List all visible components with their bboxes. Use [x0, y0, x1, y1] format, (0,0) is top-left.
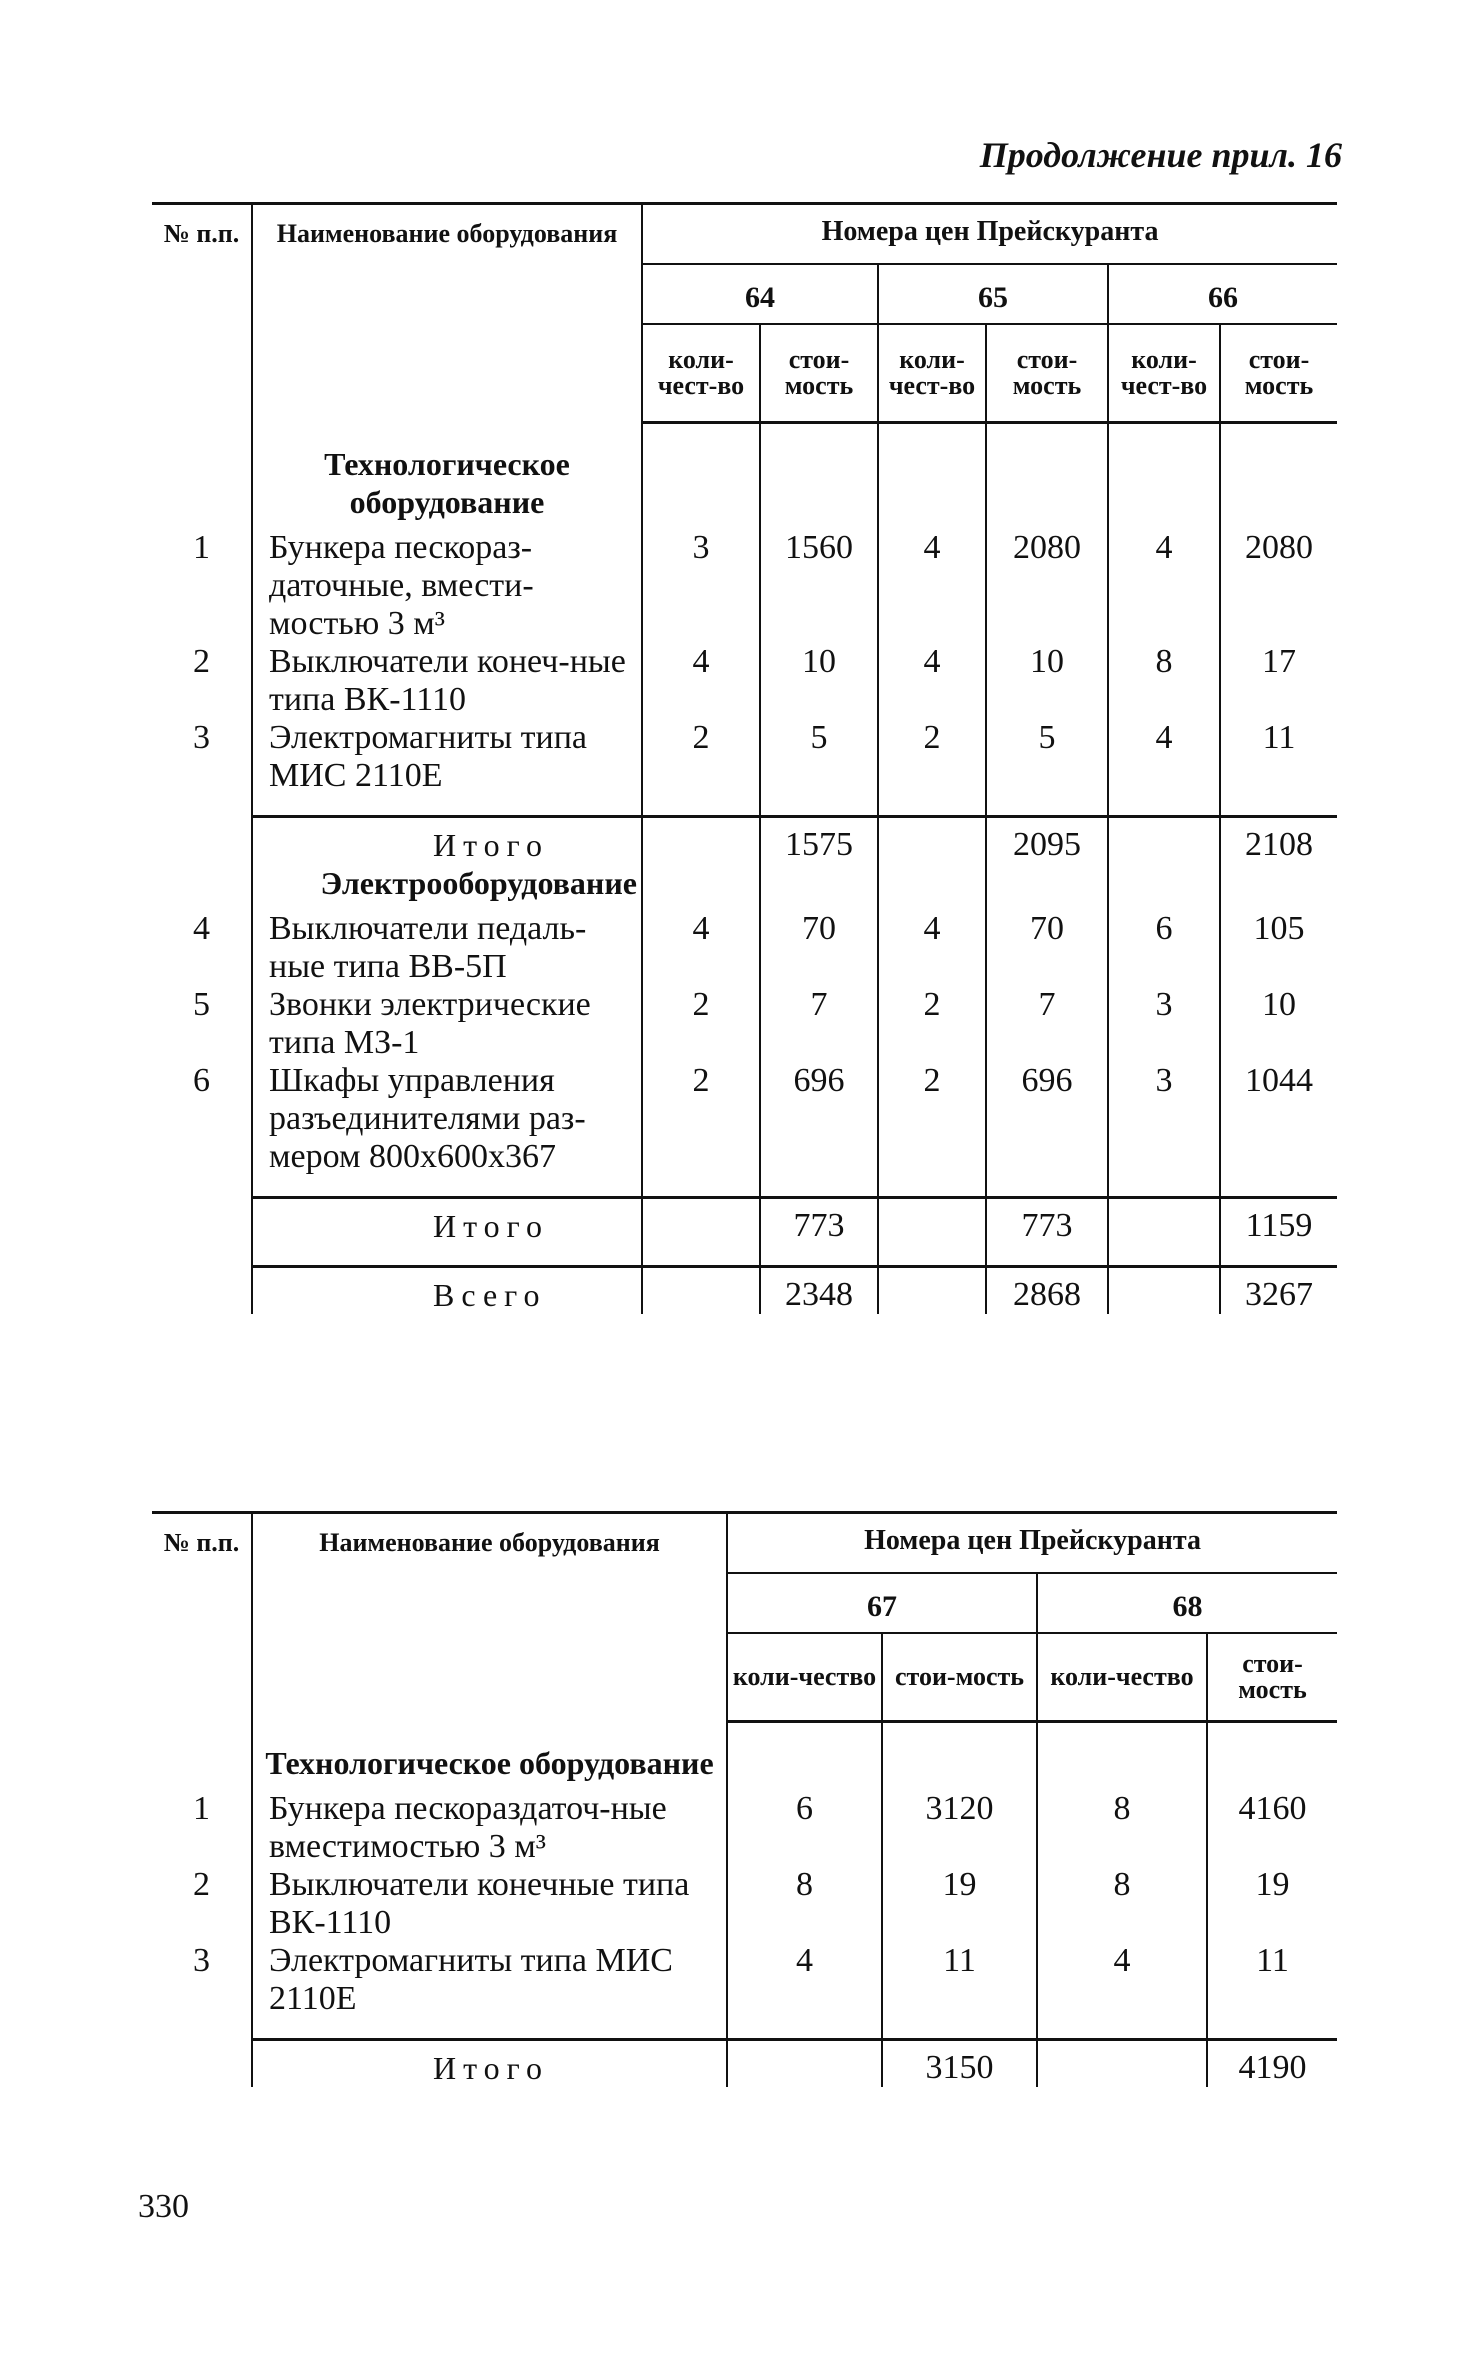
header-number: № п.п.: [152, 204, 252, 423]
header-equipment-name: Наименование оборудования: [252, 1513, 727, 1722]
price-table-64-66: [152, 202, 1337, 1314]
header-cost: стои-мость: [882, 1633, 1037, 1722]
row-name: Звонки электрические типа МЗ-1: [252, 986, 642, 1062]
header-price-68: 68: [1037, 1573, 1337, 1633]
header-price-numbers: Номера цен Прейскуранта: [642, 204, 1337, 265]
subtotal-label: Итого: [252, 2039, 727, 2087]
table-row: 3 Электромагниты типа МИС 2110Е 2 5 2 5 4 11: [152, 719, 1337, 817]
row-name: Выключатели педаль-ные типа ВВ-5П: [252, 902, 642, 986]
page-number: 330: [138, 2188, 189, 2225]
header-qty: коли-чест-во: [878, 324, 986, 423]
header-equipment-name: Наименование оборудования: [252, 204, 642, 423]
header-price-67: 67: [727, 1573, 1037, 1633]
row-name: Выключатели конечные типа ВК-1110: [252, 1866, 727, 1942]
table-row: 4 Выключатели педаль-ные типа ВВ-5П 4 70 4 70 6 105: [152, 902, 1337, 986]
row-name: Бункера пескораздаточ-ные вместимостью 3 м³: [252, 1782, 727, 1866]
subtotal-label: Итого: [252, 816, 642, 864]
subtotal-row: Итого 1575 2095 2108: [152, 816, 1337, 864]
header-price-65: 65: [878, 264, 1108, 324]
row-name: Шкафы управления разъединителями раз-мером 800х600х367: [252, 1062, 642, 1198]
header-cost: стои-мость: [1207, 1633, 1337, 1722]
row-name: Электромагниты типа МИС 2110Е: [252, 1942, 727, 2040]
price-table-67-68: [152, 1511, 1337, 2087]
row-name: Выключатели конеч-ные типа ВК-1110: [252, 643, 642, 719]
header-qty: коли-чест-во: [1108, 324, 1220, 423]
header-cost: стои-мость: [1220, 324, 1337, 423]
header-qty: коли-чество: [1037, 1633, 1207, 1722]
header-cost: стои-мость: [986, 324, 1108, 423]
row-name: Бункера пескораз-даточные, вмести-мостью 3 м³: [252, 521, 642, 643]
subtotal-row: Итого 773 773 1159: [152, 1197, 1337, 1266]
section-title: Технологическое оборудование: [252, 1722, 727, 1782]
section-title: Электрооборудование: [252, 864, 642, 902]
table-row: 6 Шкафы управления разъединителями раз-мером 800х600х367 2 696 2 696 3 1044: [152, 1062, 1337, 1198]
table-row: 5 Звонки электрические типа МЗ-1 2 7 2 7 3 10: [152, 986, 1337, 1062]
subtotal-label: Итого: [252, 1197, 642, 1266]
subtotal-row: Итого 3150 4190: [152, 2039, 1337, 2087]
continuation-caption: Продолжение прил. 16: [979, 135, 1342, 175]
header-price-66: 66: [1108, 264, 1337, 324]
table-row: 2 Выключатели конечные типа ВК-1110 8 19 8 19: [152, 1866, 1337, 1942]
table-row: 2 Выключатели конеч-ные типа ВК-1110 4 10 4 10 8 17: [152, 643, 1337, 719]
section-title: Технологическое оборудование: [252, 423, 642, 521]
header-price-64: 64: [642, 264, 878, 324]
header-qty: коли-чество: [727, 1633, 882, 1722]
header-cost: стои-мость: [760, 324, 878, 423]
table-row: 3 Электромагниты типа МИС 2110Е 4 11 4 11: [152, 1942, 1337, 2040]
header-qty: коли-чест-во: [642, 324, 760, 423]
grand-total-row: Всего 2348 2868 3267: [152, 1266, 1337, 1314]
table-row: 1 Бункера пескораздаточ-ные вместимостью 3 м³ 6 3120 8 4160: [152, 1782, 1337, 1866]
header-price-numbers: Номера цен Прейскуранта: [727, 1513, 1337, 1574]
row-name: Электромагниты типа МИС 2110Е: [252, 719, 642, 817]
table-row: 1 Бункера пескораз-даточные, вмести-мостью 3 м³ 3 1560 4 2080 4 2080: [152, 521, 1337, 643]
grand-total-label: Всего: [252, 1266, 642, 1314]
header-number: № п.п.: [152, 1513, 252, 1722]
